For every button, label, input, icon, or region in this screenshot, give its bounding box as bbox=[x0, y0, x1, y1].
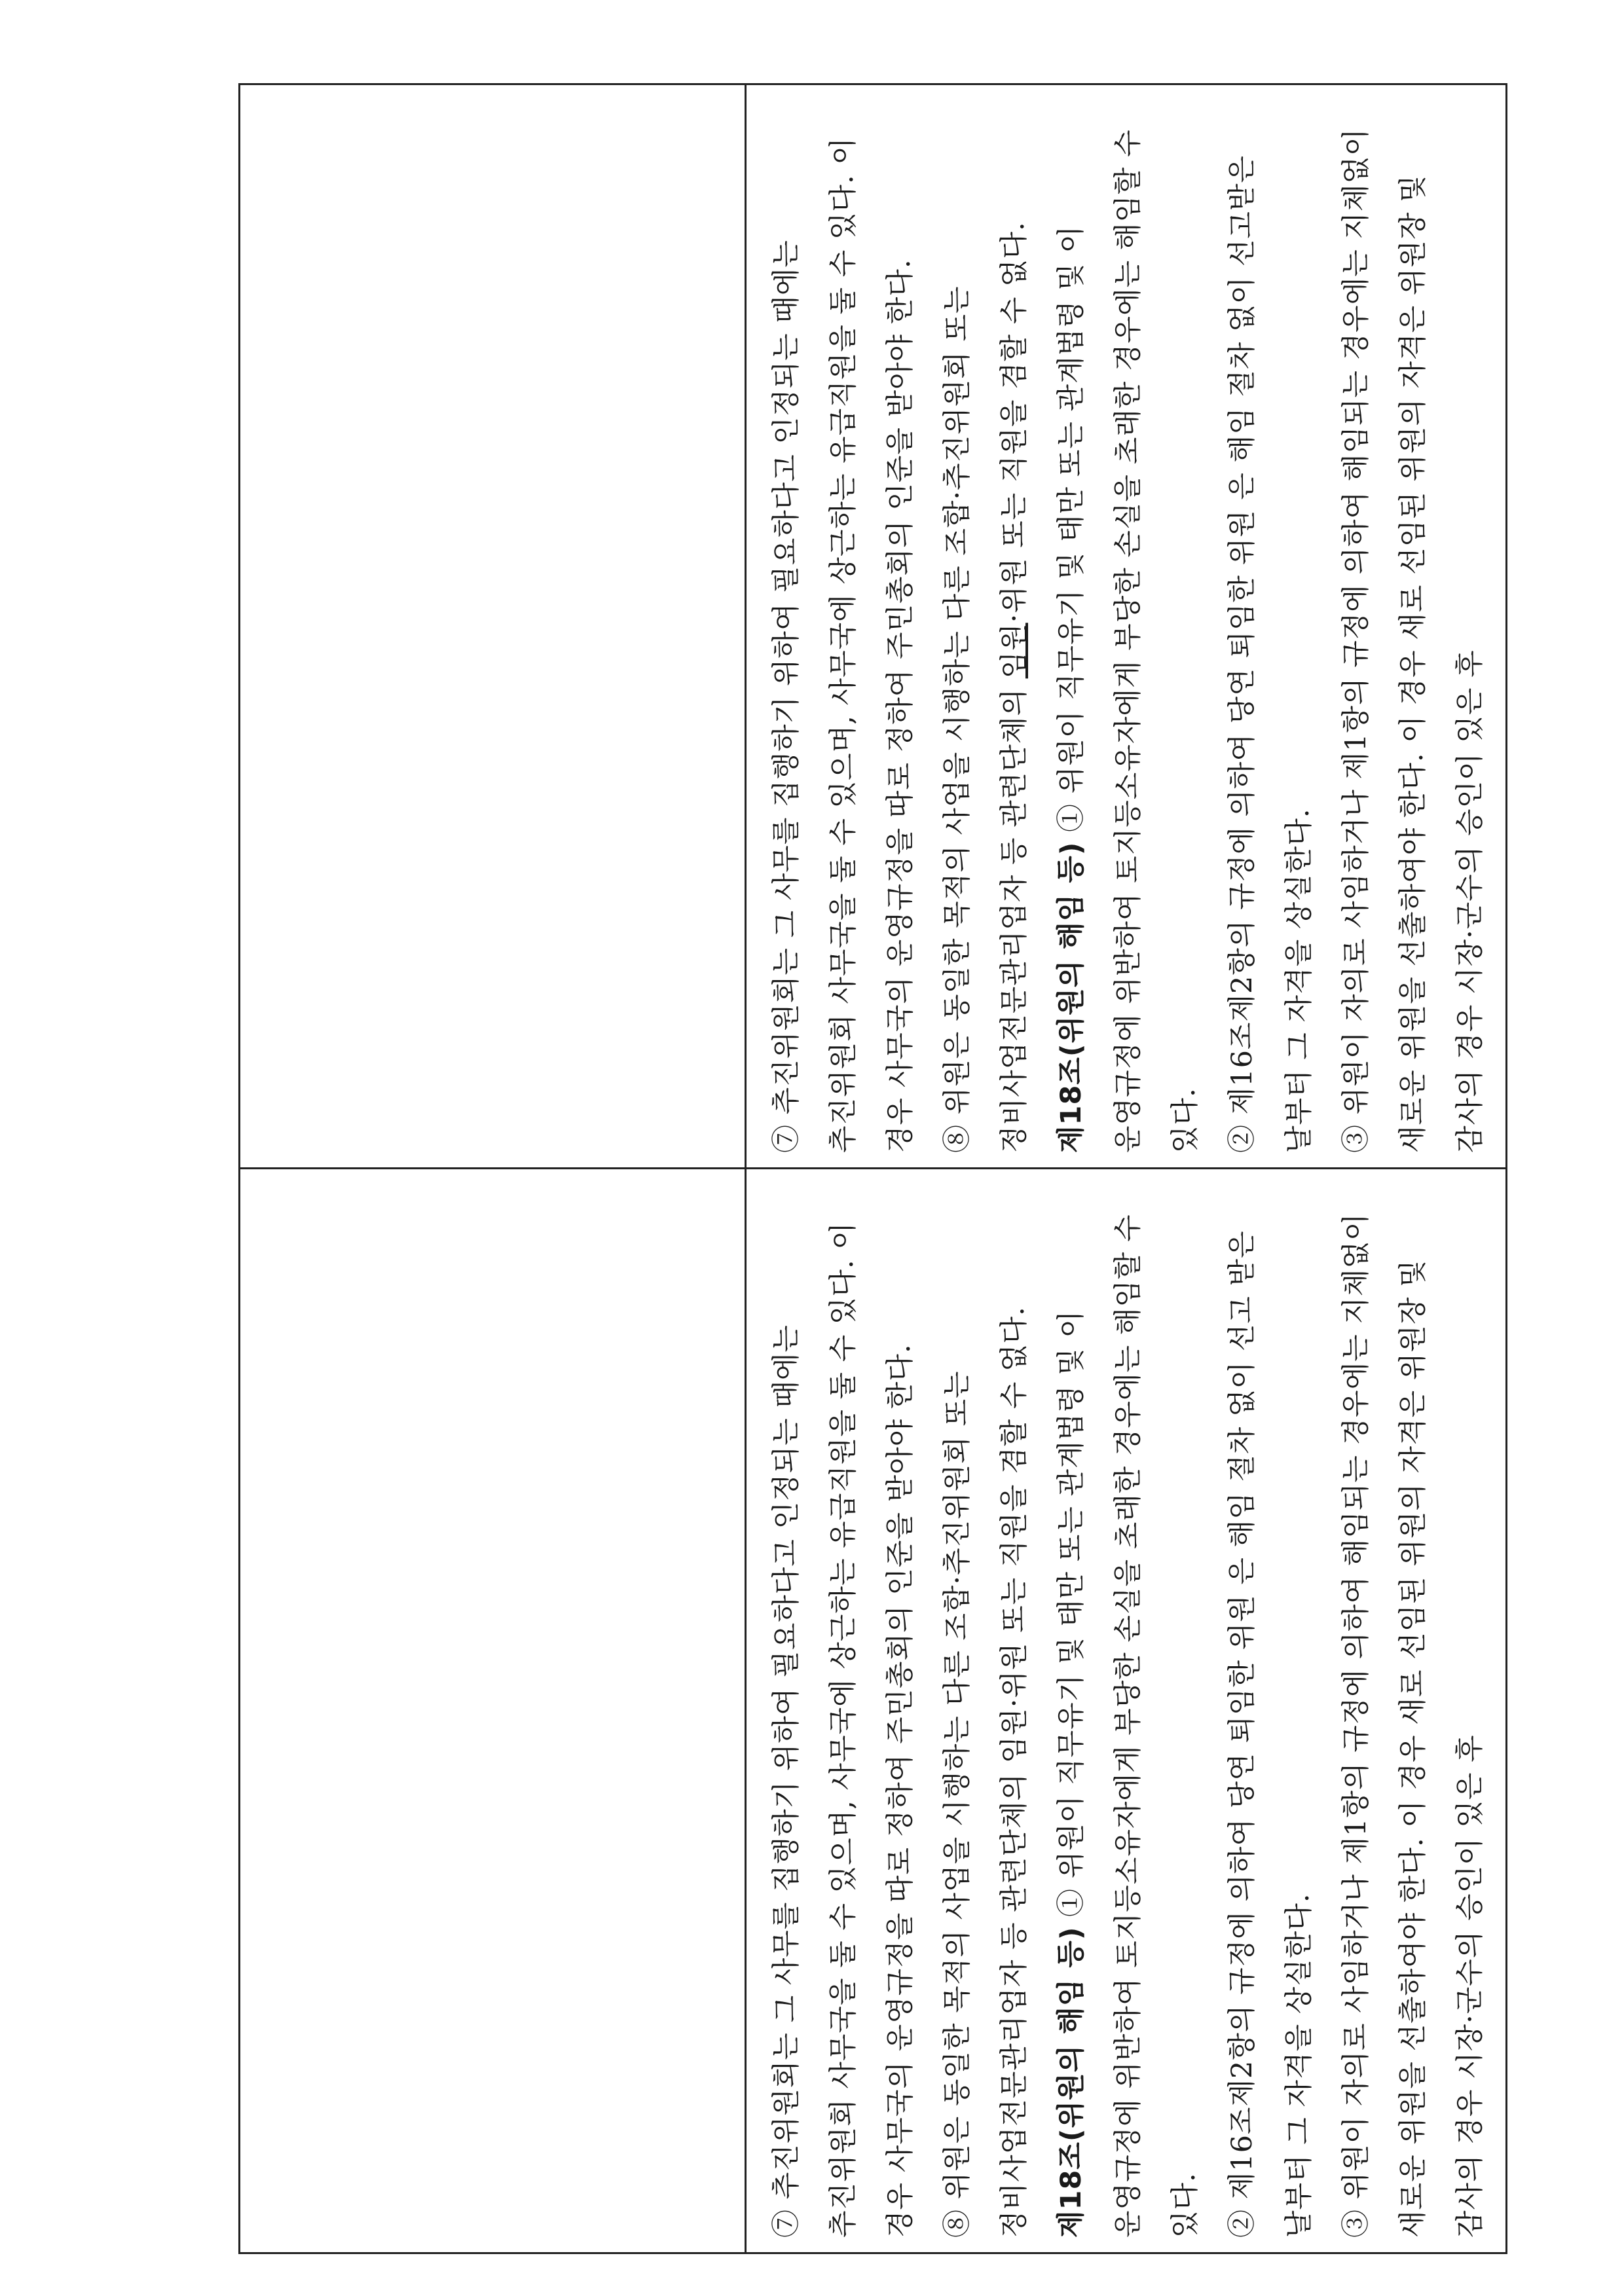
right-paragraph-8 bbox=[929, 100, 1043, 1153]
right-article-18-title: 제18조(위원의 해임 등) bbox=[1055, 841, 1088, 1153]
left-article-18-clause-1: ① 위원이 직무유기 및 태만 또는 관계법령 및 이 운영규정에 위반하여 토지등소유자에게 부당한 손실을 초래한 경우에는 해임할 수 있다. bbox=[1055, 1214, 1202, 2238]
left-article-18-clause-2: ② 제16조제2항의 규정에 의하여 당연 퇴임한 위원 은 해임 절차 없이 선고 받은 날부터 그 자격을 상실한다. bbox=[1226, 1230, 1316, 2238]
left-article-18-clause-3: ③ 위원이 자의로 사임하거나 제1항의 규정에 의하여 해임되는 경우에는 지체없이 새로운 위원을 선출하여야 한다. 이 경우 새로 선임된 위원의 자격은 위원장 및 감사의 경우 시장·군수의 승인이 있은 후 bbox=[1340, 1212, 1486, 2238]
left-article-18 bbox=[1043, 1184, 1214, 2238]
right-article-18 bbox=[1043, 100, 1214, 1153]
left-column-header-cell bbox=[240, 1169, 746, 2253]
right-paragraph-8-part-b: ·위원 또는 직원을 겸할 수 없다. bbox=[998, 221, 1031, 623]
left-text-cell bbox=[746, 1169, 1507, 2253]
right-paragraph-7: ⑦ 추진위원회는 그 사무를 집행하기 위하여 필요하다고 인정되는 때에는 추진위원회 사무국을 둘 수 있으며, 사무국에 상근하는 유급직원을 둘 수 있다. 이 경우 사무국의 운영규정을 따로 정하여 주민총회의 인준을 받아야 한다. bbox=[770, 137, 917, 1153]
right-paragraph-8-underlined: 임원 bbox=[998, 623, 1031, 679]
left-paragraph-7: ⑦ 추진위원회는 그 사무를 집행하기 위하여 필요하다고 인정되는 때에는 추진위원회 사무국을 둘 수 있으며, 사무국에 상근하는 유급직원을 둘 수 있다. 이 경우 사무국의 운영규정을 따로 정하여 주민총회의 인준을 받아야 한다. bbox=[770, 1222, 917, 2238]
rotated-page bbox=[238, 89, 1486, 2254]
left-paragraph-8: ⑧ 위원은 동일한 목적의 사업을 시행하는 다른 조합·추진위원회 또는 정비사업전문관리업자 등 관련단체의 임원·위원 또는 직원을 겸할 수 없다. bbox=[941, 1306, 1031, 2238]
right-article-18-clause-3: ③ 위원이 자의로 사임하거나 제1항의 규정에 의하여 해임되는 경우에는 지체없이 새로운 위원을 선출하여야 한다. 이 경우 새로 선임된 위원의 자격은 위원장 및 감사의 경우 시장·군수의 승인이 있은 후 bbox=[1340, 128, 1486, 1153]
left-article-18-title: 제18조(위원의 해임 등) bbox=[1055, 1926, 1088, 2238]
right-paragraph-8-part-a: ⑧ 위원은 동일한 목적의 사업을 시행하는 다른 조합·추진위원회 또는 정비사업전문관리업자 등 관련단체의 bbox=[941, 285, 1031, 1153]
right-column-header-cell bbox=[240, 84, 746, 1169]
comparison-table bbox=[238, 83, 1507, 2254]
right-article-18-clause-2: ② 제16조제2항의 규정에 의하여 당연 퇴임한 위원 은 해임 절차 없이 선고받은 날부터 그 자격을 상실한다. bbox=[1226, 155, 1316, 1153]
right-text-cell bbox=[746, 84, 1507, 1169]
right-article-18-clause-1: ① 위원이 직무유기 및 태만 또는 관계법령 및 이 운영규정에 위반하여 토지등소유자에게 부당한 손실을 초래한 경우에는 해임할 수 있다. bbox=[1055, 129, 1202, 1153]
